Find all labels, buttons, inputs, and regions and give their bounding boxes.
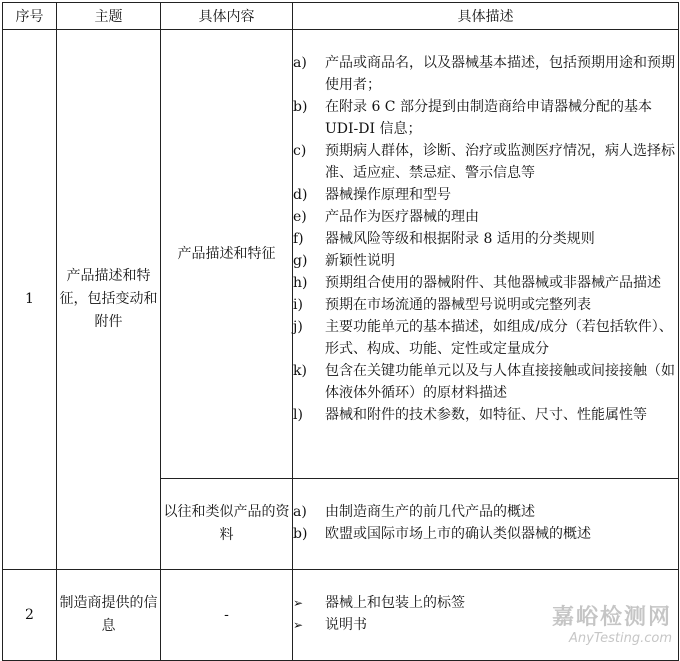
list-item: j) 主要功能单元的基本描述，如组成/成分（若包括软件）、形式、构成、功能、定性或定量成分 bbox=[293, 319, 673, 357]
arrow-bullet-icon: ➢ bbox=[293, 596, 304, 610]
row1-sub1-description bbox=[293, 30, 679, 479]
header-description: 具体描述 bbox=[293, 3, 679, 30]
list-item: b) 在附录 6 C 部分提到由制造商给申请器械分配的基本 UDI-DI 信息； bbox=[293, 99, 652, 137]
row1-sub2-description bbox=[293, 479, 679, 570]
row1-sub2-content: 以往和类似产品的资料 bbox=[161, 479, 293, 570]
list-item: d) 器械操作原理和型号 bbox=[293, 187, 451, 203]
list-item: g) 新颖性说明 bbox=[293, 253, 395, 269]
list-item: ➢ 器械上和包装上的标签 bbox=[293, 592, 678, 614]
row2-content: - bbox=[161, 570, 293, 661]
list-item: ➢ 说明书 bbox=[293, 614, 678, 636]
list-item: a) 产品或商品名，以及器械基本描述，包括预期用途和预期使用者； bbox=[293, 55, 675, 93]
arrow-bullet-icon: ➢ bbox=[293, 618, 304, 632]
row2-topic: 制造商提供的信息 bbox=[57, 570, 161, 661]
list-item: f) 器械风险等级和根据附录 8 适用的分类规则 bbox=[293, 231, 595, 247]
row2-no: 2 bbox=[3, 570, 57, 661]
list-item: l) 器械和附件的技术参数，如特征、尺寸、性能属性等 bbox=[293, 407, 647, 423]
header-topic: 主题 bbox=[57, 3, 161, 30]
list-item: h) 预期组合使用的器械附件、其他器械或非器械产品描述 bbox=[293, 275, 661, 291]
row2-description bbox=[293, 570, 679, 661]
list-item: i) 预期在市场流通的器械型号说明或完整列表 bbox=[293, 297, 591, 313]
requirements-table bbox=[2, 2, 679, 661]
header-content: 具体内容 bbox=[161, 3, 293, 30]
list-item: k) 包含在关键功能单元以及与人体直接接触或间接接触（如体液体外循环）的原材料描述 bbox=[293, 363, 675, 401]
watermark-en: AnyTesting.com bbox=[568, 631, 672, 646]
table-row bbox=[3, 570, 679, 661]
row1-topic: 产品描述和特征，包括变动和附件 bbox=[57, 30, 161, 570]
row1-sub1-content: 产品描述和特征 bbox=[161, 30, 293, 479]
list-item: b) 欧盟或国际市场上市的确认类似器械的概述 bbox=[293, 526, 591, 542]
list-item: c) 预期病人群体，诊断、治疗或监测医疗情况，病人选择标准、适应症、禁忌症、警示信息等 bbox=[293, 143, 675, 181]
header-no: 序号 bbox=[3, 3, 57, 30]
list-item: e) 产品作为医疗器械的理由 bbox=[293, 209, 479, 225]
list-item: a) 由制造商生产的前几代产品的概述 bbox=[293, 504, 535, 520]
table-row bbox=[3, 30, 679, 479]
header-row bbox=[3, 3, 679, 30]
row1-no: 1 bbox=[3, 30, 57, 570]
watermark-cn: 嘉峪检测网 bbox=[551, 605, 672, 630]
